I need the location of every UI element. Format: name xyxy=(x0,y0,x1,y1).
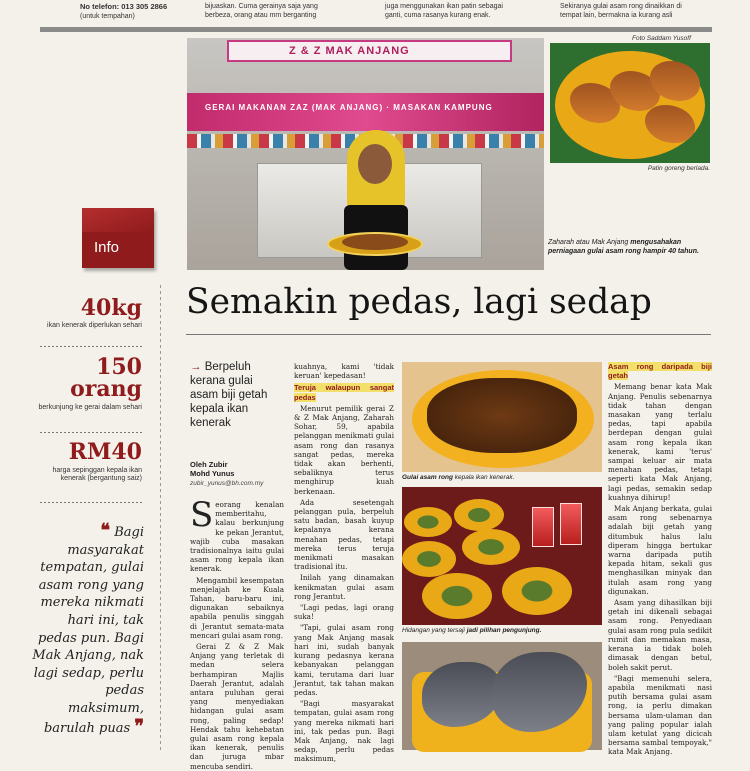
stat-value: 40kg xyxy=(80,295,142,321)
info-label: Info xyxy=(94,239,120,256)
drink-glass xyxy=(532,507,554,547)
caption-text: Hidangan yang tersaji xyxy=(402,627,465,634)
fish-head-curry xyxy=(427,378,577,453)
main-photo-caption xyxy=(548,238,708,256)
stall-banner xyxy=(187,93,544,131)
photo-credit: Foto Saddam Yusoff xyxy=(632,35,691,42)
caption-name: Zaharah atau Mak Anjang xyxy=(548,239,629,246)
arrow-icon: → xyxy=(190,361,202,373)
phone-note: (untuk tempahan) xyxy=(80,13,135,20)
stat-desc: berkunjung ke gerai dalam sehari xyxy=(38,404,142,411)
dish xyxy=(454,499,504,531)
open-quote-mark: ❝ xyxy=(100,520,111,541)
info-box-fold xyxy=(82,208,154,232)
paragraph: Menurut pemilik gerai Z & Z Mak Anjang, Zaharah Sohar, 59, apabila pelanggan menikmati gulai asam rong dan rasanya sangat pedas, mereka tidak akan berhenti, sebaliknya terus menghirup kuah berkenaan. xyxy=(294,403,394,496)
article-column-1 xyxy=(190,495,284,771)
stat-weight xyxy=(32,297,142,330)
headline-rule xyxy=(186,334,711,335)
fish-head-caption xyxy=(402,474,602,481)
top-text-col-3 xyxy=(385,2,503,20)
dish xyxy=(462,529,520,565)
pull-quote xyxy=(30,522,144,737)
stat-desc: ikan kenerak diperlukan sehari xyxy=(47,322,142,329)
paragraph: Memang benar kata Mak Anjang. Penulis sebenarnya tidak tahan dengan masakan yang terlalu pedas, tapi apabila berdepan dengan gulai asam rong kepala ikan kenerak, kami 'terus' sampai keluar air mata menahan pedas, tetapi seperti kata Mak Anjang, lagi pedas, semakin sedap kuahnya dihirup! xyxy=(608,382,712,502)
standfirst-text: Berpeluh kerana gulai asam biji getah kepala ikan kenerak xyxy=(190,361,268,429)
stat-value: RM40 xyxy=(68,439,142,465)
paragraph: Inilah yang dinamakan kenikmatan gulai asam rong Jerantut. xyxy=(294,573,394,601)
paragraph: eorang kenalan memberitahu, kalau berkunjung ke pekan Jerantut, wajib cuba masakan tradisionalnya iaitu gulai asam rong kepala ikan kenerak. xyxy=(190,500,284,574)
pull-quote-text: Bagi masyarakat tempatan, gulai asam rong yang mereka nikmati hari ini, tak pedas pun. Bagi Mak Anjang, nak lagi sedap, perlu pedas maksimum, barulah puas xyxy=(32,525,144,736)
drink-glass xyxy=(560,503,582,545)
paragraph: "Lagi pedas, lagi orang suka! xyxy=(294,603,394,622)
byline-email: zubir_yunus@bh.com.my xyxy=(190,480,264,487)
stat-divider xyxy=(40,346,142,347)
dish xyxy=(404,507,452,537)
fish-dish xyxy=(342,234,408,250)
stall-sign xyxy=(227,40,512,62)
paragraph: Asam yang dihasilkan biji getah ini dikenali sebagai asam rong. Penyediaan gulai asam rong pula sedikit rumit dan memakan masa, kerana ia tidak boleh dimasak dengan betul, boleh sakit perut. xyxy=(608,598,712,672)
stat-value: 150 orang xyxy=(70,354,142,402)
top-text-col-2 xyxy=(205,2,318,20)
phone-number: No telefon: 013 305 2866 xyxy=(80,2,168,11)
caption-text: kepala ikan kenerak. xyxy=(454,474,515,481)
byline-label: Oleh Zubir xyxy=(190,460,228,469)
close-quote-mark: ❞ xyxy=(134,715,144,737)
vendor-figure xyxy=(322,130,427,270)
caption-bold: Gulai asam rong xyxy=(402,474,453,481)
paragraph: "Bagi memenuhi selera, apabila menikmati nasi putih bersama gulai asam rong, ia perlu dimakan bersama ulam-ulaman dan yang paling popular ialah ulam ketulat yang dicicah bersama sambal tempoyak," kata Mak Anjang. xyxy=(608,673,712,757)
paragraph: "Bagi masyarakat tempatan, gulai asam rong yang mereka nikmati hari ini, tak pedas pun. Bagi Mak Anjang, nak lagi sedap, perlu pedas maksimum, xyxy=(294,699,394,764)
sidebar-divider xyxy=(160,285,161,750)
stat-divider xyxy=(40,432,142,433)
standfirst xyxy=(190,360,280,430)
stat-divider xyxy=(40,502,142,503)
paragraph: Mak Anjang berkata, gulai asam rong sebenarnya adalah biji getah yang ditumbuk halus lalu diperam hingga bertukar warna daripada putih kepada hitam, sekali gus menghasilkan minyak dan itulah asam rong yang digunakan. xyxy=(608,504,712,596)
top-text-line: tempat lain, bermakna ia kurang asli xyxy=(560,12,673,19)
paragraph: Gerai Z & Z Mak Anjang yang terletak di medan selera berhampiran Majlis Daerah Jerantut, adalah antara puluhan gerai yang menyediakan hidangan gulai asam rong, paling sedap! Hendak tahu kehebatan gulai asam rong kepala ikan kenerak, penulis dan juruga mbar mencuba sendiri. xyxy=(190,642,284,771)
photo-raw-fish xyxy=(402,642,602,750)
article-column-3 xyxy=(608,362,712,757)
caption-bold: jadi pilihan pengunjung. xyxy=(466,627,542,634)
article-column-2 xyxy=(294,362,394,764)
subheading: Asam rong daripada biji getah xyxy=(608,362,712,381)
dish xyxy=(422,573,492,619)
top-text-line: ganti, cuma rasanya kurang enak. xyxy=(385,12,491,19)
caption-text: mengusahakan perniagaan gulai asam rong hampir 40 tahun. xyxy=(548,239,699,255)
stat-visitors xyxy=(32,356,142,412)
top-text-line: berbeza, orang atau mm berganting xyxy=(205,12,317,19)
dish xyxy=(402,541,456,577)
stall-sign-text: Z & Z MAK ANJANG xyxy=(289,45,410,57)
stat-desc: harga sepinggan kepala ikan kenerak (bergantung saiz) xyxy=(52,467,142,482)
headline: Semakin pedas, lagi sedap xyxy=(186,282,652,322)
photo-fried-patin xyxy=(550,43,710,163)
face xyxy=(358,144,392,184)
top-text-line: juga menggunakan ikan patin sebagai xyxy=(385,3,503,10)
top-text-line: bijuaskan. Cuma gerainya saja yang xyxy=(205,3,318,10)
stat-price xyxy=(32,441,142,483)
drop-cap: S xyxy=(190,495,214,535)
top-text-line: Sekiranya gulai asam rong dinaikkan di xyxy=(560,3,682,10)
paragraph: kuahnya, kami 'tidak keruan' kepedasan! xyxy=(294,362,394,381)
photo-table-spread xyxy=(402,487,602,625)
info-box xyxy=(82,208,154,268)
byline-name: Mohd Yunus xyxy=(190,469,235,478)
dish xyxy=(502,567,572,615)
phone-block xyxy=(80,2,167,21)
table-caption xyxy=(402,627,602,634)
top-divider xyxy=(40,27,712,32)
paragraph: "Tapi, gulai asam rong yang Mak Anjang masak hari ini, sudah banyak kurang pedasnya kerana kebanyakan pelanggan kami, terutama dari luar Jerantut, tak tahan makan pedas. xyxy=(294,623,394,697)
paragraph: Mengambil kesempatan menjelajah ke Kuala Tahan, baru-baru ini, digunakan sebaiknya apabila penulis singgah di Jerantut semata-mata mencari gulai asam rong. xyxy=(190,575,284,640)
stall-banner-text: GERAI MAKANAN ZAZ (MAK ANJANG) · MASAKAN KAMPUNG xyxy=(205,103,493,112)
small-photo-caption: Patin goreng berlada. xyxy=(647,165,710,172)
top-continuation-strip xyxy=(0,0,750,28)
byline xyxy=(190,460,285,488)
subheading: Teruja walaupun sangat pedas xyxy=(294,383,394,402)
paragraph: Ada sesetengah pelanggan pula, berpeluh satu badan, basah kuyup kepalanya kerana menahan pedas, tetapi mereka terus teruja menikmati masakan tradisional itu. xyxy=(294,497,394,572)
main-photo-stall xyxy=(187,38,544,270)
photo-fish-head-curry xyxy=(402,362,602,472)
top-text-col-4 xyxy=(560,2,682,20)
